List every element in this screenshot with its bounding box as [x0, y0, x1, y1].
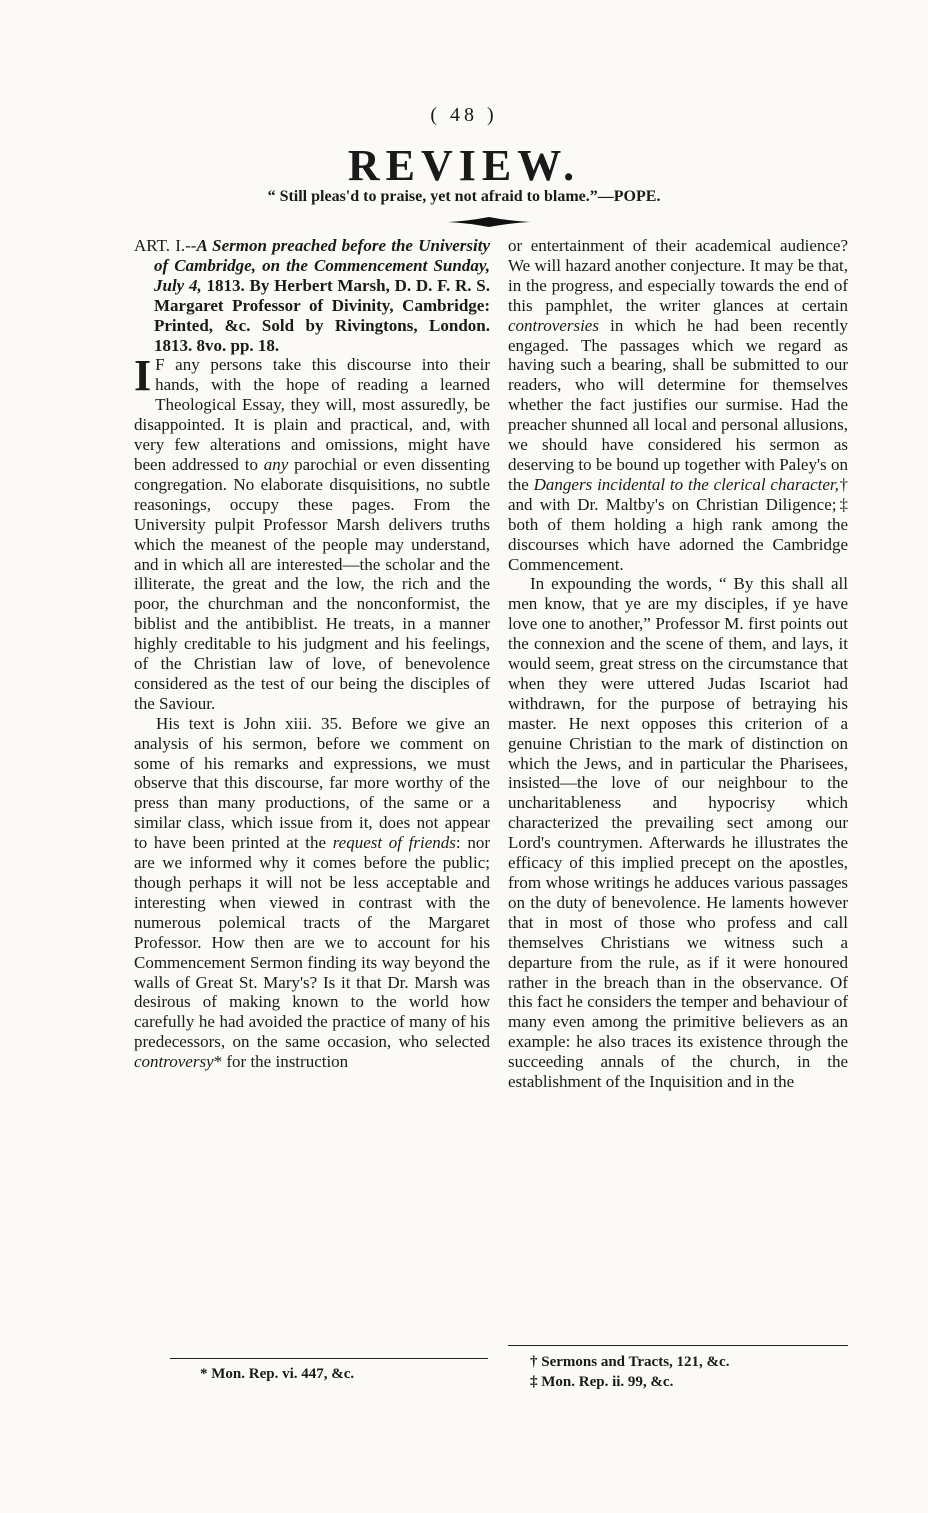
paragraph [134, 714, 490, 1072]
page-number: ( 48 ) [430, 104, 498, 126]
paragraph-text: in which he had been recently engaged. The passages which we regard as having such a bearing, shall be submitted to our readers, who will determine for themselves whether the fact justifies our surmise. Had the preacher shunned all local and personal allusions, we should have considered his sermon as deserving to be bound up together with Paley's on the [508, 315, 848, 494]
motto: “ Still pleas'd to praise, yet not afraid to blame.”—POPE. [267, 188, 661, 205]
article-heading [134, 236, 490, 355]
footnote: ‡ Mon. Rep. ii. 99, &c. [530, 1374, 674, 1390]
italic-text: controversies [508, 315, 599, 335]
italic-text: Dangers incidental to the clerical character, [533, 474, 839, 494]
italic-text: any [263, 454, 289, 474]
paragraph-text: F any persons take this discourse into their hands, with the hope of reading a learned Theological Essay, they will, most assuredly, be disappointed. It is plain and practical, and, with very few alterations and omissions, might have been addressed to [134, 355, 490, 474]
paragraph-text: parochial or even dissenting congregation. No elaborate disquisitions, no subtle reasonings, occupy these pages. From the University pulpit Professor Marsh delivers truths which the meanest of the people may understand, and in which all are interested—the scholar and the illiterate, the great and the low, the rich and the poor, the churchman and the nonconformist, the biblist and the antibiblist. He treats, in a manner highly creditable to his judgment and his feelings, of the Christian law of love, of benevolence considered as the test of our being the disciples of the Saviour. [134, 454, 491, 713]
left-column [134, 236, 490, 1072]
article-label: ART. I.-- [134, 236, 197, 255]
paragraph-text: His text is John xiii. 35. Before we give an analysis of his sermon, before we comment on some of his remarks and expressions, we must observe that this discourse, far more worthy of the press than many productions, of the same or a similar class, which issue from it, does not appear to have been printed at the [134, 713, 490, 853]
paragraph [508, 236, 848, 574]
italic-text: controversy [134, 1052, 214, 1072]
paragraph: In expounding the words, “ By this shall all men know, that ye are my disciples, if ye have love one to another,” Professor M. first points out the connexion and the scene of them, and lays, it would seem, great stress on the circumstance that when they were uttered Judas Iscariot had withdrawn, for the purpose of betraying his master. He next opposes this criterion of a genuine Christian to the mark of distinction on which the Jews, and in particular the Pharisees, insisted—the love of our neighbour to the uncharitableness and hypocrisy which characterized the prevailing sect among our Lord's countrymen. Afterwards he illustrates the efficacy of this implied precept on the apostles, from whose writings he adduces various passages on the duty of benevolence. He laments however that in most of those who profess and call themselves Christians we witness such a departure from the rule, as if it were honoured rather in the breach than in the observance. Of this fact he considers the temper and behaviour of many even among the primitive believers as an example: he also traces its existence through the succeeding annals of the church, in the establishment of the Inquisition and in the [508, 574, 848, 1092]
article-title: A Sermon preached before the University of Cambridge, on the Commencement Sunday, July 4, [154, 236, 491, 295]
right-column [508, 236, 848, 1092]
ornament-divider-icon [448, 216, 530, 228]
footnote-rule [170, 1358, 488, 1359]
article-meta: 1813. By Herbert Marsh, D. D. F. R. S. Margaret Professor of Divinity, Cambridge: Printed, &c. Sold by Rivingtons, London. 1813. 8vo. pp. 18. [154, 275, 490, 355]
footnote-rule [508, 1345, 848, 1346]
paragraph-text: or entertainment of their academical audience? We will hazard another conjecture. It may be that, in the progress, and especially towards the end of this pamphlet, the writer glances at certain [508, 236, 848, 315]
page-title: REVIEW. [347, 141, 581, 190]
italic-text: request of friends [332, 833, 456, 853]
paragraph-text: : nor are we informed why it comes before the public; though perhaps it will not be less acceptable and interesting when viewed in contrast with the numerous polemical tracts of the Margaret Professor. How then are we to account for his Commencement Sermon finding its way beyond the walls of Great St. Mary's? Is it that Dr. Marsh was desirous of making known to the world how carefully he had avoided the practice of many of his predecessors, on the same occasion, who selected [134, 833, 490, 1052]
footnote: * Mon. Rep. vi. 447, &c. [200, 1366, 355, 1382]
paragraph-text: † and with Dr. Maltby's on Christian Diligence;‡ both of them holding a high rank among the discourses which have adorned the Cambridge Commencement. [508, 474, 849, 574]
dropcap: I [134, 351, 152, 401]
paragraph-text: * for the instruction [213, 1052, 349, 1072]
paragraph [134, 351, 491, 713]
footnote: † Sermons and Tracts, 121, &c. [530, 1354, 730, 1370]
